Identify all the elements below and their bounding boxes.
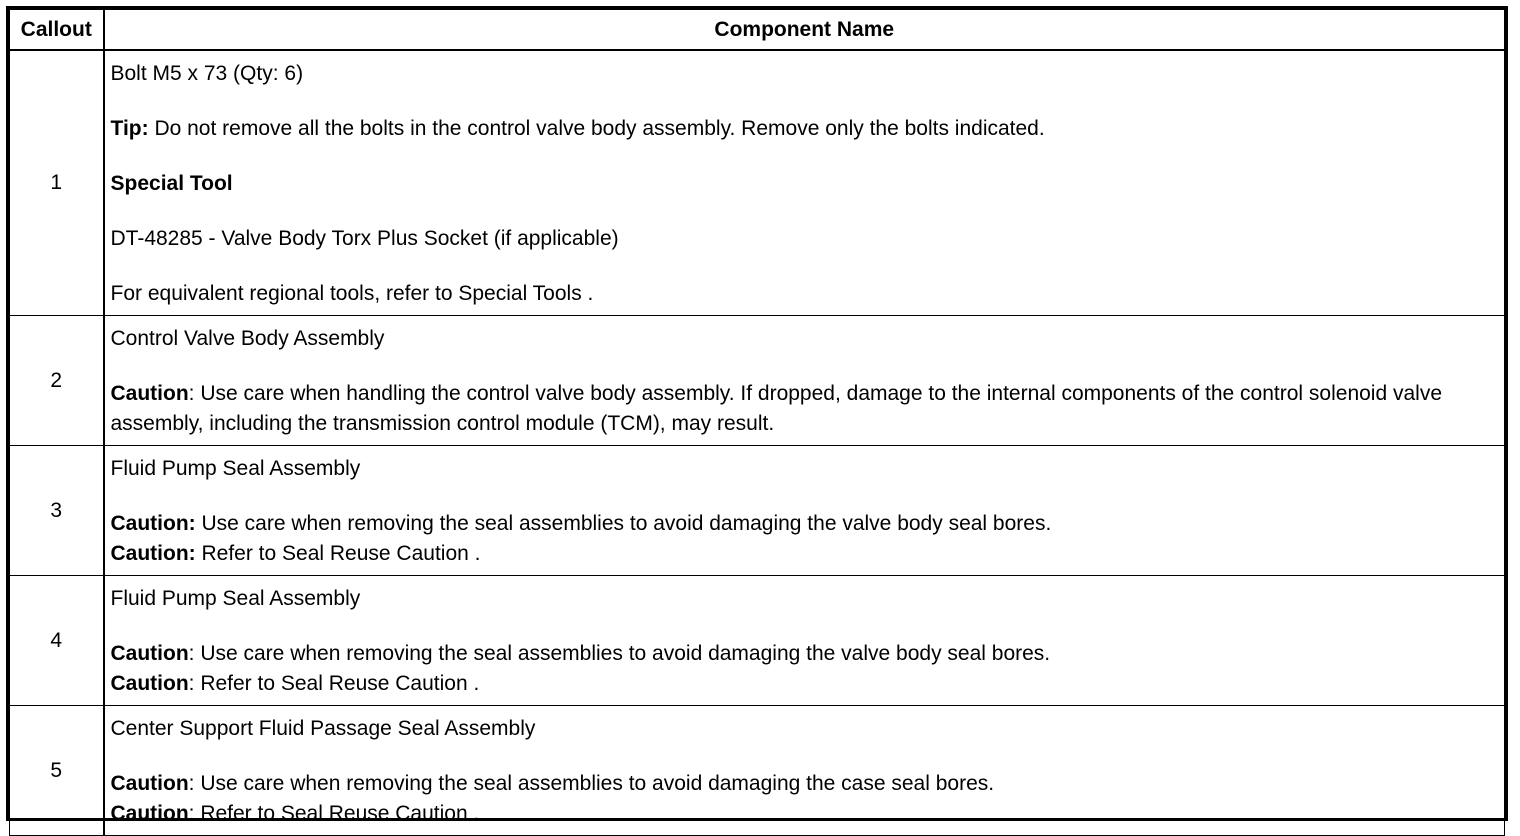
caution-label: Caution xyxy=(110,772,189,795)
component-cell xyxy=(104,50,1505,316)
caution-label: Caution xyxy=(110,382,189,405)
special-tool-heading: Special Tool xyxy=(110,172,233,195)
caution-text: : Use care when handling the control valve body assembly. If dropped, damage to the internal components of the control solenoid valve assembly, including the transmission control module (TCM), may result. xyxy=(110,382,1443,435)
table-row xyxy=(10,50,1505,316)
caution-label: Caution: xyxy=(110,512,196,535)
callout-number: 4 xyxy=(10,576,104,706)
caution-text: : Refer to Seal Reuse Caution . xyxy=(188,802,480,825)
callout-number: 1 xyxy=(10,50,104,316)
component-cell xyxy=(104,706,1505,836)
caution-note xyxy=(111,509,1499,539)
component-name: Fluid Pump Seal Assembly xyxy=(110,587,361,610)
caution-label: Caution: xyxy=(110,542,196,565)
table-row xyxy=(10,446,1505,576)
table-row xyxy=(10,706,1505,836)
caution-text: Refer to Seal Reuse Caution . xyxy=(195,542,481,565)
callout-number: 2 xyxy=(10,316,104,446)
caution-text: Use care when removing the seal assemblies to avoid damaging the valve body seal bores. xyxy=(195,512,1052,535)
component-name: Center Support Fluid Passage Seal Assembly xyxy=(110,717,536,740)
caution-text: : Refer to Seal Reuse Caution . xyxy=(188,672,480,695)
caution-note xyxy=(111,639,1499,669)
table-row xyxy=(10,316,1505,446)
tip-note xyxy=(111,114,1499,144)
component-name: Bolt M5 x 73 (Qty: 6) xyxy=(110,62,304,85)
caution-label: Caution xyxy=(110,672,189,695)
component-cell xyxy=(104,446,1505,576)
component-name: Control Valve Body Assembly xyxy=(110,327,385,350)
component-table-frame xyxy=(6,6,1508,825)
header-component-name: Component Name xyxy=(104,10,1505,51)
tip-label: Tip: xyxy=(110,117,149,140)
component-name: Fluid Pump Seal Assembly xyxy=(110,457,361,480)
caution-label: Caution xyxy=(110,802,189,825)
caution-note xyxy=(111,539,1499,569)
table-row xyxy=(10,576,1505,706)
caution-text: : Use care when removing the seal assemblies to avoid damaging the case seal bores. xyxy=(188,772,995,795)
caution-note xyxy=(111,799,1499,829)
regional-tools-note: For equivalent regional tools, refer to Special Tools . xyxy=(110,282,594,305)
component-cell xyxy=(104,316,1505,446)
caution-label: Caution xyxy=(110,642,189,665)
caution-note xyxy=(111,669,1499,699)
caution-note xyxy=(111,769,1499,799)
caution-note xyxy=(111,379,1499,439)
component-cell xyxy=(104,576,1505,706)
caution-text: : Use care when removing the seal assemblies to avoid damaging the valve body seal bores. xyxy=(188,642,1051,665)
callout-number: 5 xyxy=(10,706,104,836)
special-tool-item: DT-48285 - Valve Body Torx Plus Socket (if applicable) xyxy=(110,227,619,250)
table-header-row xyxy=(10,10,1505,51)
component-table xyxy=(9,9,1505,836)
tip-text: Do not remove all the bolts in the control valve body assembly. Remove only the bolts indicated. xyxy=(148,117,1045,140)
callout-number: 3 xyxy=(10,446,104,576)
header-callout: Callout xyxy=(10,10,104,51)
